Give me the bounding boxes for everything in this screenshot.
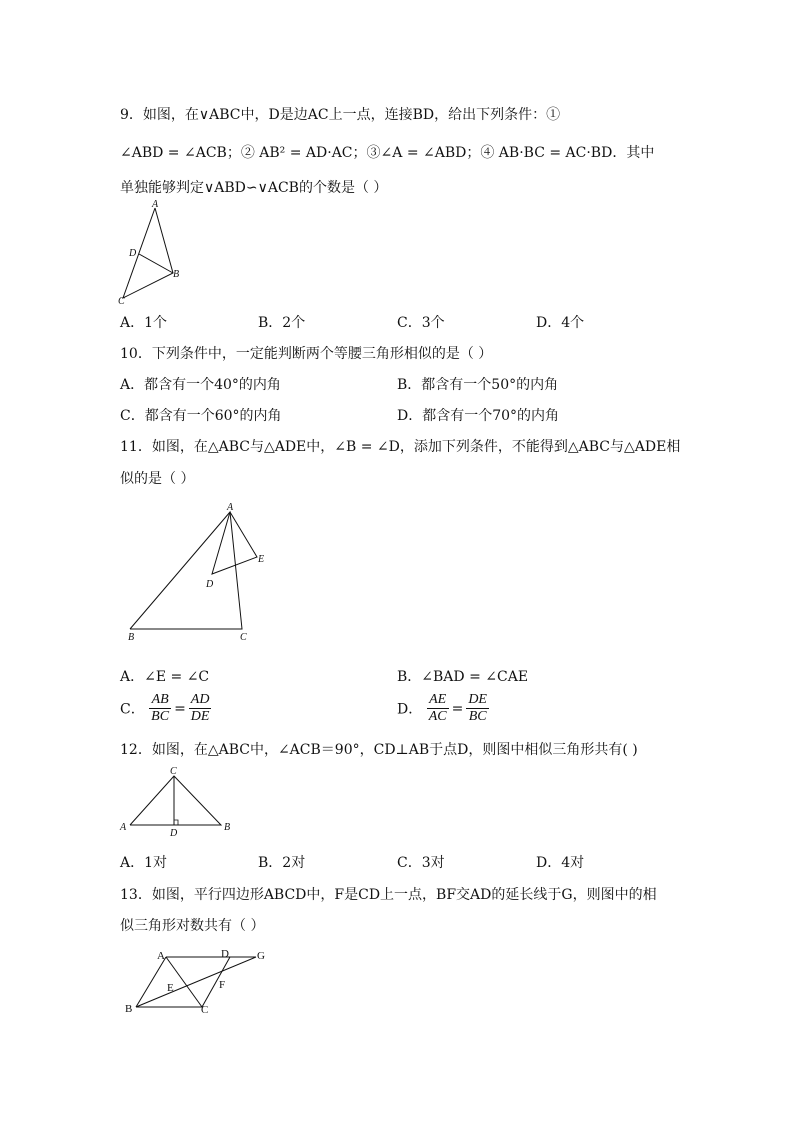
q13-parallelogram-figure	[120, 945, 280, 1020]
q11-stem-line2: 似的是（ ）	[120, 471, 195, 487]
q11-option-d-frac2	[466, 692, 489, 725]
q13-stem-line1: 13．如图，平行四边形ABCD中，F是CD上一点，BF交AD的延长线于G，则图中的相	[120, 887, 657, 903]
q11-option-c	[120, 692, 211, 725]
q11-option-d-den2: BC	[468, 709, 487, 724]
q9-label-d: D	[129, 248, 137, 259]
q12-triangle-figure	[118, 764, 243, 839]
q10-stem: 10．下列条件中，一定能判断两个等腰三角形相似的是（ ）	[120, 346, 493, 362]
q12-label-d: D	[170, 828, 178, 839]
q11-option-b: B．∠BAD = ∠CAE	[397, 669, 529, 685]
q11-label-d: D	[206, 579, 214, 590]
q11-option-d	[397, 692, 489, 725]
q13-label-d: D	[221, 948, 229, 960]
q9-label-c: C	[118, 296, 125, 307]
q13-label-e: E	[167, 982, 174, 994]
q12-label-b: B	[224, 822, 231, 833]
q11-option-d-den1: AC	[428, 709, 447, 724]
q11-option-d-prefix: D．	[397, 701, 423, 718]
q13-label-f: F	[219, 979, 226, 991]
q11-stem-line1: 11．如图，在△ABC与△ADE中，∠B = ∠D，添加下列条件，不能得到△ABC与△ADE相	[120, 439, 681, 455]
q9-option-a: A．1个	[120, 315, 168, 331]
q12-option-c: C．3对	[397, 855, 445, 871]
q9-option-c: C．3个	[397, 315, 445, 331]
q13-stem-line2: 似三角形对数共有（ ）	[120, 918, 265, 934]
q9-option-d: D．4个	[536, 315, 585, 331]
q11-label-c: C	[240, 632, 247, 643]
q9-label-b: B	[173, 269, 180, 280]
q11-option-c-num1: AB	[149, 692, 171, 709]
q11-option-c-num2: AD	[190, 692, 210, 707]
q11-option-d-num1: AE	[427, 692, 449, 709]
q11-option-c-den1: BC	[151, 709, 170, 724]
q11-option-d-frac1	[427, 692, 449, 725]
q11-option-c-frac1	[149, 692, 171, 725]
q11-option-c-prefix: C．	[120, 701, 145, 718]
q10-option-d: D．都含有一个70°的内角	[397, 408, 560, 424]
q11-option-c-equals: =	[174, 700, 186, 717]
q13-label-g: G	[257, 950, 265, 962]
q13-label-b: B	[125, 1003, 133, 1015]
q11-label-b: B	[128, 632, 135, 643]
q11-option-c-frac2	[189, 692, 212, 725]
q10-option-b: B．都含有一个50°的内角	[397, 377, 559, 393]
q9-stem-line3: 单独能够判定∨ABD∽∨ACB的个数是（ ）	[120, 180, 388, 196]
q11-option-d-num2: DE	[468, 692, 487, 707]
q12-label-c: C	[170, 766, 177, 777]
q9-option-b: B．2个	[258, 315, 306, 331]
q11-triangle-figure	[120, 500, 280, 650]
q11-option-a: A．∠E = ∠C	[120, 669, 210, 685]
q11-label-e: E	[258, 554, 265, 565]
q11-label-a: A	[227, 502, 234, 513]
q9-stem-line1: 9．如图，在∨ABC中，D是边AC上一点，连接BD，给出下列条件：①	[120, 107, 561, 123]
q13-label-c: C	[201, 1004, 209, 1016]
q9-triangle-figure	[115, 198, 195, 308]
q9-stem-line2: ∠ABD = ∠ACB；② AB² = AD·AC；③∠A = ∠ABD；④ AB·BC = AC·BD．其中	[120, 145, 655, 161]
q13-label-a: A	[157, 950, 165, 962]
q12-option-a: A．1对	[120, 855, 168, 871]
q11-option-c-den2: DE	[190, 709, 210, 724]
q9-label-a: A	[152, 199, 159, 210]
q10-option-a: A．都含有一个40°的内角	[120, 377, 281, 393]
q12-option-b: B．2对	[258, 855, 306, 871]
q10-option-c: C．都含有一个60°的内角	[120, 408, 282, 424]
q11-option-d-equals: =	[451, 700, 464, 717]
q12-label-a: A	[120, 822, 127, 833]
q12-stem: 12．如图，在△ABC中，∠ACB＝90°，CD⊥AB于点D，则图中相似三角形共有( )	[120, 742, 638, 758]
q12-option-d: D．4对	[536, 855, 585, 871]
